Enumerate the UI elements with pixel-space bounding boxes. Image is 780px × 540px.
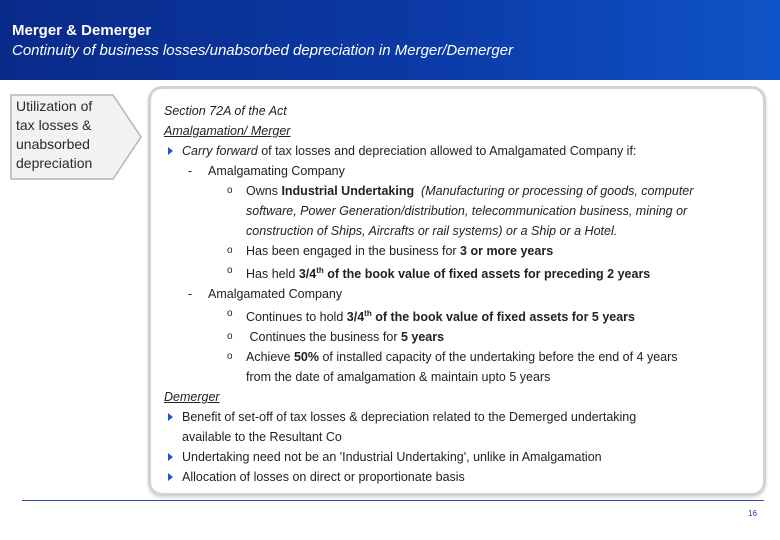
continues-hold-item: o Continues to hold 3/4th of the book value of fixed assets for 5 years: [164, 304, 754, 327]
achieve-item: o Achieve 50% of installed capacity of the undertaking before the end of 4 years: [164, 347, 754, 367]
owns-item-continued: software, Power Generation/distribution, telecommunication business, mining or: [246, 204, 688, 218]
page-subtitle: Continuity of business losses/unabsorbed depreciation in Merger/Demerger: [12, 42, 514, 59]
owns-item-continued: construction of Ships, Aircrafts or rail systems) or a Ship or a Hotel.: [246, 224, 618, 238]
demerger-heading: Demerger: [164, 390, 220, 405]
held-item: o Has held 3/4th of the book value of fixed assets for preceding 2 years: [164, 261, 754, 284]
circle-bullet-icon: o: [227, 331, 233, 343]
circle-bullet-icon: o: [227, 185, 233, 196]
triangle-bullet-icon: [168, 413, 173, 421]
demerger-bullet-item: Undertaking need not be an 'Industrial Undertaking', unlike in Amalgamation: [164, 447, 754, 467]
triangle-bullet-icon: [168, 147, 173, 155]
owns-item: o Owns Industrial Undertaking (Manufacturing or processing of goods, computer: [164, 181, 754, 201]
carry-forward-item: Carry forward of tax losses and depreciation allowed to Amalgamated Company if:: [164, 141, 754, 161]
triangle-bullet-icon: [168, 453, 173, 461]
circle-bullet-icon: o: [227, 245, 233, 256]
demerger-bullet-item-continued: available to the Resultant Co: [182, 430, 342, 445]
demerger-bullet-item: Allocation of losses on direct or proportionate basis: [164, 467, 754, 487]
continues-business-item: o Continues the business for 5 years: [164, 327, 754, 347]
sidebar-line: Utilization of: [16, 98, 93, 114]
section-heading: Section 72A of the Act: [164, 104, 287, 118]
content-body: [164, 101, 754, 487]
page-number: 16: [748, 509, 757, 518]
demerger-bullet-item: Benefit of set-off of tax losses & depreciation related to the Demerged undertaking: [164, 407, 754, 427]
amalgamating-company-item: - Amalgamating Company: [164, 161, 754, 181]
circle-bullet-icon: o: [227, 265, 233, 276]
amalgamation-heading: Amalgamation/ Merger: [164, 124, 291, 138]
amalgamated-company-item: - Amalgamated Company: [164, 284, 754, 304]
footer-divider: [22, 500, 764, 501]
triangle-bullet-icon: [168, 473, 173, 481]
sidebar-label: [16, 97, 116, 173]
sidebar-arrow-box: [10, 94, 142, 180]
sidebar-line: depreciation: [16, 155, 93, 171]
engaged-item: o Has been engaged in the business for 3 or more years: [164, 241, 754, 261]
circle-bullet-icon: o: [227, 308, 233, 320]
sidebar-line: tax losses &: [16, 117, 92, 133]
dash-bullet: -: [188, 287, 193, 302]
sidebar-line: unabsorbed: [16, 136, 90, 152]
page-title: Merger & Demerger: [12, 22, 152, 39]
circle-bullet-icon: o: [227, 351, 233, 363]
achieve-item-continued: from the date of amalgamation & maintain upto 5 years: [246, 370, 551, 385]
dash-bullet: -: [188, 164, 193, 178]
header-banner: [0, 0, 780, 80]
